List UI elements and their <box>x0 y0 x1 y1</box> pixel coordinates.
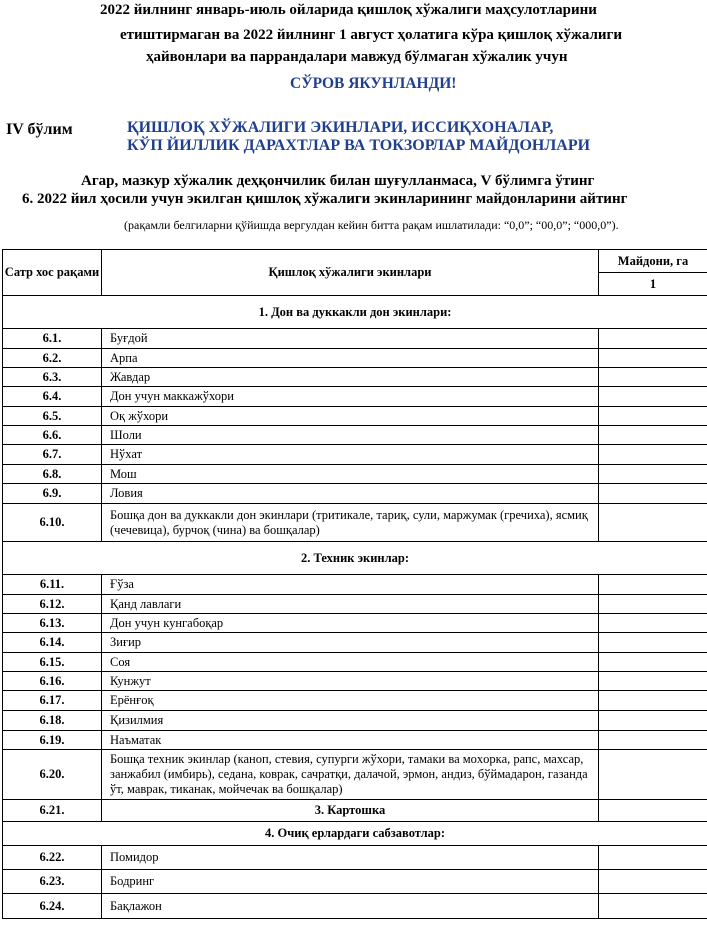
survey-done-heading: СЎРОВ ЯКУНЛАНДИ! <box>290 75 457 92</box>
col-header-area: Майдони, га <box>599 250 707 273</box>
table-row <box>3 426 707 445</box>
row-code: 6.6. <box>3 426 102 445</box>
crop-name: 3. Картошка <box>102 800 599 822</box>
area-input-cell[interactable] <box>599 800 707 822</box>
table-row <box>3 633 707 653</box>
table-row <box>3 750 707 800</box>
crop-name: Бодринг <box>102 870 599 894</box>
row-code: 6.4. <box>3 387 102 407</box>
table-row <box>3 407 707 426</box>
row-code: 6.24. <box>3 894 102 919</box>
group-heading: 2. Техник экинлар: <box>3 542 707 575</box>
row-code: 6.13. <box>3 614 102 633</box>
crop-name: Шоли <box>102 426 599 445</box>
row-code: 6.21. <box>3 800 102 822</box>
section-title-2: КЎП ЙИЛЛИК ДАРАХТЛАР ВА ТОКЗОРЛАР МАЙДОНЛАРИ <box>127 137 591 154</box>
area-input-cell[interactable] <box>599 731 707 750</box>
table-row <box>3 894 707 919</box>
table-row <box>3 870 707 894</box>
crop-name: Кунжут <box>102 672 599 691</box>
area-input-cell[interactable] <box>599 672 707 691</box>
table-row <box>3 445 707 465</box>
area-input-cell[interactable] <box>599 484 707 504</box>
crop-name: Наъматак <box>102 731 599 750</box>
row-code: 6.2. <box>3 349 102 368</box>
table-row <box>3 575 707 595</box>
crop-name: Бошқа дон ва дуккакли дон экинлари (тритикале, тариқ, сули, маржумак (гречиха), ясмиқ (чечевица), бурчоқ (чина) ва бошқалар) <box>102 504 599 542</box>
table-row <box>3 504 707 542</box>
row-code: 6.8. <box>3 465 102 484</box>
crop-name: Буғдой <box>102 329 599 349</box>
area-input-cell[interactable] <box>599 368 707 387</box>
instruction-note: Агар, мазкур хўжалик деҳқончилик билан шуғулланмаса, V бўлимга ўтинг <box>81 173 595 189</box>
table-row <box>3 387 707 407</box>
area-input-cell[interactable] <box>599 711 707 731</box>
row-code: 6.16. <box>3 672 102 691</box>
crop-name: Бошқа техник экинлар (каноп, стевия, супурги жўхори, тамаки ва моxорка, рапс, махсар, занжабил (имбирь), седана, коврак, сачратқи, далачой, эрмон, андиз, бўймадарон, газанда ўт, маврак, тиканак, мойчечак ва бошқалар) <box>102 750 599 800</box>
header-line-2: етиштирмаган ва 2022 йилнинг 1 август ҳолатига кўра қишлоқ хўжалиги <box>120 27 622 43</box>
table-row <box>3 465 707 484</box>
crop-name: Зиғир <box>102 633 599 653</box>
area-input-cell[interactable] <box>599 750 707 800</box>
row-code: 6.19. <box>3 731 102 750</box>
table-row <box>3 846 707 870</box>
crop-name: Бақлажон <box>102 894 599 919</box>
row-code: 6.15. <box>3 653 102 672</box>
row-code: 6.11. <box>3 575 102 595</box>
area-input-cell[interactable] <box>599 349 707 368</box>
row-code: 6.7. <box>3 445 102 465</box>
row-code: 6.9. <box>3 484 102 504</box>
table-row <box>3 329 707 349</box>
row-code: 6.22. <box>3 846 102 870</box>
table-row <box>3 653 707 672</box>
row-code: 6.12. <box>3 595 102 614</box>
area-input-cell[interactable] <box>599 614 707 633</box>
area-input-cell[interactable] <box>599 894 707 919</box>
crop-name: Мош <box>102 465 599 484</box>
area-input-cell[interactable] <box>599 846 707 870</box>
crop-name: Арпа <box>102 349 599 368</box>
group-heading: 1. Дон ва дуккакли дон экинлари: <box>3 296 707 329</box>
area-input-cell[interactable] <box>599 653 707 672</box>
crop-name: Дон учун кунгабоқар <box>102 614 599 633</box>
area-input-cell[interactable] <box>599 445 707 465</box>
table-row <box>3 368 707 387</box>
row-code: 6.3. <box>3 368 102 387</box>
section-label: IV бўлим <box>6 121 73 138</box>
question-6: 6. 2022 йил ҳосили учун экилган қишлоқ хўжалиги экинларининг майдонларини айтинг <box>22 191 628 207</box>
table-row <box>3 731 707 750</box>
row-code: 6.17. <box>3 691 102 711</box>
table-row <box>3 614 707 633</box>
table-row <box>3 349 707 368</box>
crop-name: Қизилмия <box>102 711 599 731</box>
area-input-cell[interactable] <box>599 870 707 894</box>
row-code: 6.14. <box>3 633 102 653</box>
area-input-cell[interactable] <box>599 691 707 711</box>
col-header-crop: Қишлоқ хўжалиги экинлари <box>102 250 599 296</box>
area-input-cell[interactable] <box>599 465 707 484</box>
group-heading: 4. Очиқ ерлардаги сабзавотлар: <box>3 822 707 846</box>
area-input-cell[interactable] <box>599 595 707 614</box>
crop-name: Соя <box>102 653 599 672</box>
col-header-code: Сатр хос рақами <box>3 250 102 296</box>
area-input-cell[interactable] <box>599 407 707 426</box>
header-line-1: 2022 йилнинг январь-июль ойларида қишлоқ хўжалиги маҳсулотларини <box>100 2 597 18</box>
header-line-3: ҳайвонлари ва паррандалари мавжуд бўлмаган хўжалик учун <box>146 49 568 65</box>
crop-name: Қанд лавлаги <box>102 595 599 614</box>
section-title-1: ҚИШЛОҚ ХЎЖАЛИГИ ЭКИНЛАРИ, ИССИҚХОНАЛАР, <box>127 119 554 136</box>
col-header-area-number: 1 <box>599 273 707 296</box>
area-input-cell[interactable] <box>599 575 707 595</box>
table-row <box>3 711 707 731</box>
area-input-cell[interactable] <box>599 387 707 407</box>
area-input-cell[interactable] <box>599 329 707 349</box>
row-code: 6.10. <box>3 504 102 542</box>
area-input-cell[interactable] <box>599 633 707 653</box>
crop-name: Жавдар <box>102 368 599 387</box>
row-code: 6.5. <box>3 407 102 426</box>
crop-name: Ғўза <box>102 575 599 595</box>
crop-name: Нўхат <box>102 445 599 465</box>
table-row <box>3 800 707 822</box>
area-input-cell[interactable] <box>599 504 707 542</box>
crop-name: Оқ жўхори <box>102 407 599 426</box>
crop-area-table <box>2 249 707 919</box>
crop-name: Помидор <box>102 846 599 870</box>
row-code: 6.23. <box>3 870 102 894</box>
format-hint: (рақамли белгиларни қўйишда вергулдан кейин битта рақам ишлатилади: “0,0”; “00,0”; “000,0”). <box>124 218 619 232</box>
crop-name: Дон учун маккажўхори <box>102 387 599 407</box>
area-input-cell[interactable] <box>599 426 707 445</box>
row-code: 6.18. <box>3 711 102 731</box>
table-row <box>3 595 707 614</box>
crop-name: Ловия <box>102 484 599 504</box>
crop-name: Ерёнғоқ <box>102 691 599 711</box>
table-row <box>3 484 707 504</box>
table-row <box>3 672 707 691</box>
table-row <box>3 691 707 711</box>
row-code: 6.1. <box>3 329 102 349</box>
row-code: 6.20. <box>3 750 102 800</box>
